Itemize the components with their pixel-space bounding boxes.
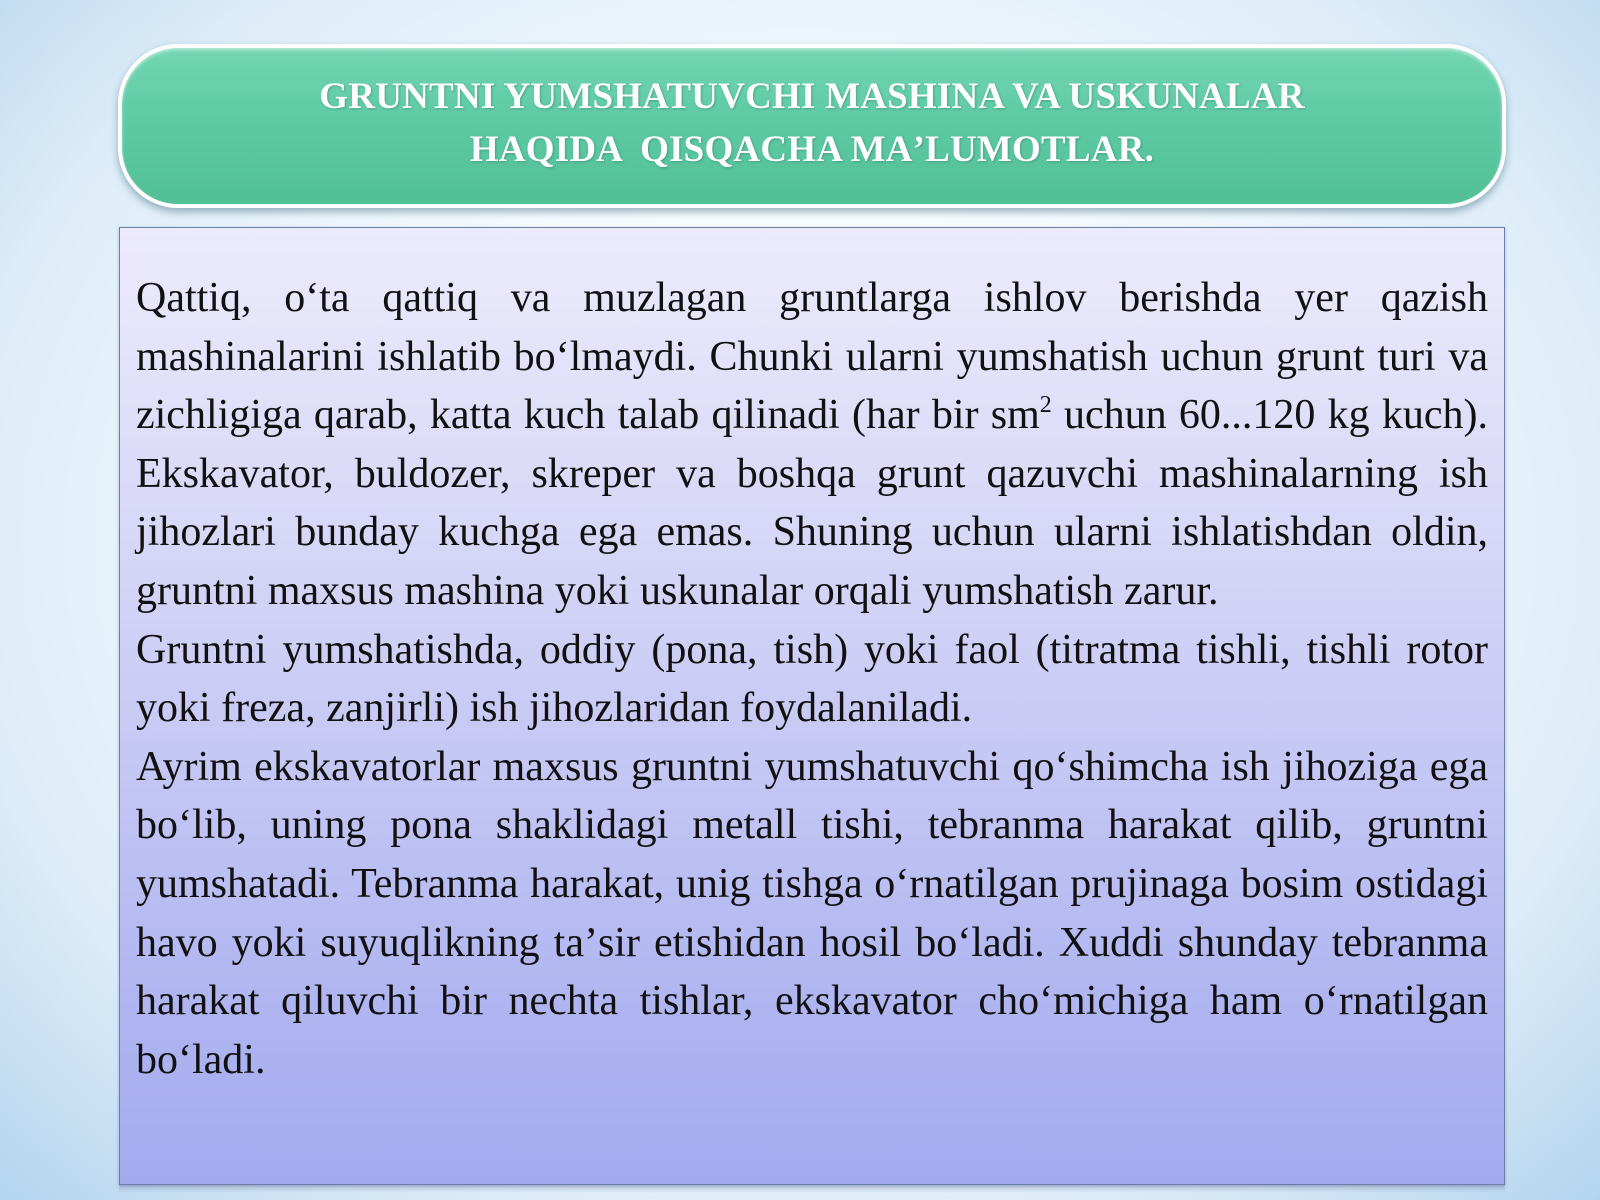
- content-box-shadow: [119, 1185, 1505, 1193]
- title-line-1: GRUNTNI YUMSHATUVCHI MASHINA VA USKUNALAR: [319, 76, 1305, 117]
- paragraph-3: Ayrim ekskavatorlar maxsus gruntni yumshatuvchi qoʻshimcha ish jihoziga ega boʻlib, uning pona shaklidagi metall tishi, tebranma harakat qilib, gruntni yumshatadi. Tebranma harakat, unig tishga oʻrnatilgan prujinaga bosim ostidagi havo yoki suyuqlikning taʼsir etishidan hosil boʻladi. Xuddi shunday tebranma harakat qiluvchi bir nechta tishlar, ekskavator choʻmichiga ham oʻrnatilgan boʻladi.: [136, 743, 1488, 1083]
- paragraph-1-text-a: Qattiq, oʻta qattiq va muzlagan gruntlarga ishlov berishda yer qazish mashinalarini ishlatib boʻlmaydi. Chunki ularni yumshatish uchun grunt turi va zichligiga qarab, katta kuch talab qilinadi (har bir sm: [136, 275, 1488, 439]
- paragraph-1: [136, 269, 1488, 621]
- title-line-2: HAQIDA QISQACHA MAʼLUMOTLAR.: [469, 129, 1155, 170]
- paragraph-1-superscript: 2: [1039, 392, 1052, 419]
- slide-title: [319, 70, 1304, 176]
- paragraph-2: Gruntni yumshatishda, oddiy (pona, tish) yoki faol (titratma tishli, tishli rotor yoki freza, zanjirli) ish jihozlaridan foydalaniladi.: [136, 626, 1488, 732]
- paragraph-1-text-b: uchun 60...120 kg kuch). Ekskavator, buldozer, skreper va boshqa grunt qazuvchi mashinalarning ish jihozlari bunday kuchga ega emas. Shuning uchun ularni ishlatishdan oldin, gruntni maxsus mashina yoki uskunalar orqali yumshatish zarur.: [136, 392, 1488, 614]
- title-banner: [118, 44, 1506, 208]
- content-box: [119, 227, 1505, 1185]
